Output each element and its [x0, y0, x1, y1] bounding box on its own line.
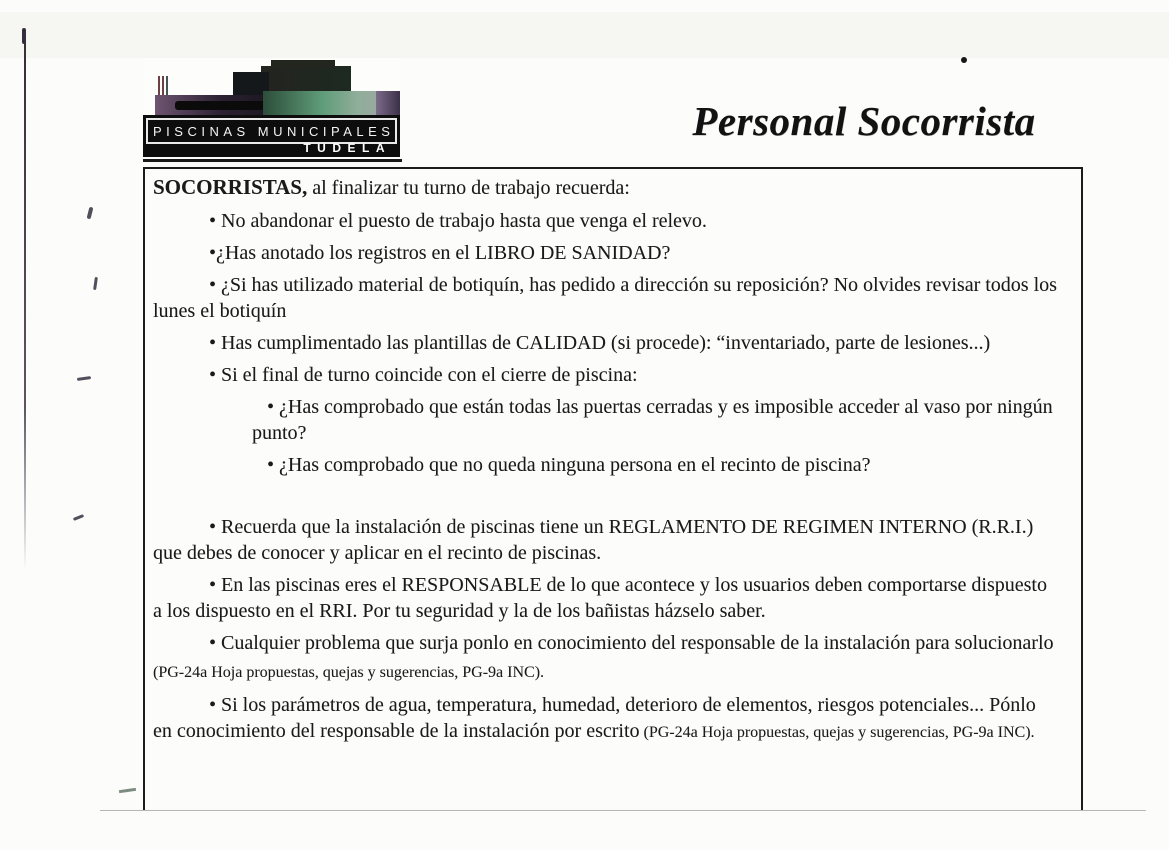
bullet-item [153, 330, 1057, 356]
bullet-text: • No abandonar el puesto de trabajo hasta que venga el relevo. [209, 210, 707, 232]
box-header [153, 174, 1057, 202]
bullet-list [153, 208, 1057, 746]
bullet-text: • ¿Si has utilizado material de botiquín, has pedido a dirección su reposición? No olvides revisar todos los lunes el botiquín [153, 274, 1057, 322]
bullet-text: • Si los parámetros de agua, temperatura, humedad, deterioro de elementos, riesgos potenciales... Pónlo en conocimiento del responsable de la instalación por escrito [153, 694, 1036, 742]
bullet-item [153, 572, 1057, 624]
scan-artifact [73, 514, 84, 521]
logo-underline [143, 159, 402, 162]
bullet-item [153, 630, 1057, 686]
bullet-item [153, 692, 1057, 746]
logo-text-band [143, 115, 400, 157]
logo-name: PISCINAS MUNICIPALES [146, 118, 397, 144]
bullet-item [153, 394, 1057, 446]
bullet-text: • En las piscinas eres el RESPONSABLE de lo que acontece y los usuarios deben comportarse dispuesto a los dispuesto en el RRI. Por tu seguridad y la de los bañistas házselo saber. [153, 574, 1047, 622]
bullet-text: • Recuerda que la instalación de piscinas tiene un REGLAMENTO DE REGIMEN INTERNO (R.R.I.) que debes de conocer y aplicar en el recinto de piscinas. [153, 516, 1034, 564]
bullet-text: • ¿Has comprobado que no queda ninguna persona en el recinto de piscina? [267, 454, 871, 476]
bullet-item [153, 272, 1057, 324]
scan-artifact [77, 376, 91, 381]
box-header-bold: SOCORRISTAS, [153, 175, 308, 199]
bullet-text: • Has cumplimentado las plantillas de CALIDAD (si procede): “inventariado, parte de lesiones...) [209, 332, 991, 354]
scan-artifact-top-band [0, 12, 1169, 58]
bullet-item [153, 362, 1057, 388]
bullet-item [153, 240, 1057, 266]
building-block [263, 91, 381, 116]
scan-artifact-left-line [24, 30, 26, 570]
bullet-item [153, 452, 1057, 478]
bullet-small-text: (PG-24a Hoja propuestas, quejas y sugerencias, PG-9a INC). [639, 724, 1035, 741]
box-header-rest: al finalizar tu turno de trabajo recuerda: [307, 177, 630, 199]
scan-artifact [93, 277, 98, 290]
logo-city: TUDELA [303, 141, 391, 155]
content-box [143, 167, 1083, 811]
building-silhouette-image [143, 58, 400, 116]
scan-artifact [119, 788, 136, 793]
municipal-pools-logo [143, 58, 400, 157]
bullet-text: • ¿Has comprobado que están todas las puertas cerradas y es imposible acceder al vaso por ningún punto? [252, 396, 1053, 444]
bullet-small-text: (PG-24a Hoja propuestas, quejas y sugerencias, PG-9a INC). [153, 664, 545, 681]
bullet-item [153, 208, 1057, 234]
page-title: Personal Socorrista [692, 98, 1036, 145]
building-block [175, 101, 273, 110]
scan-artifact [87, 207, 94, 220]
box-bottom-border [100, 810, 1146, 811]
bullet-text: •¿Has anotado los registros en el LIBRO DE SANIDAD? [209, 242, 671, 264]
bullet-text: • Cualquier problema que surja ponlo en conocimiento del responsable de la instalación para solucionarlo [209, 632, 1054, 654]
bullet-item [153, 514, 1057, 566]
scan-artifact [22, 28, 26, 44]
building-block [271, 60, 335, 69]
building-block [376, 91, 400, 116]
scan-artifact-dot [961, 57, 967, 63]
bullet-text: • Si el final de turno coincide con el cierre de piscina: [209, 364, 638, 386]
